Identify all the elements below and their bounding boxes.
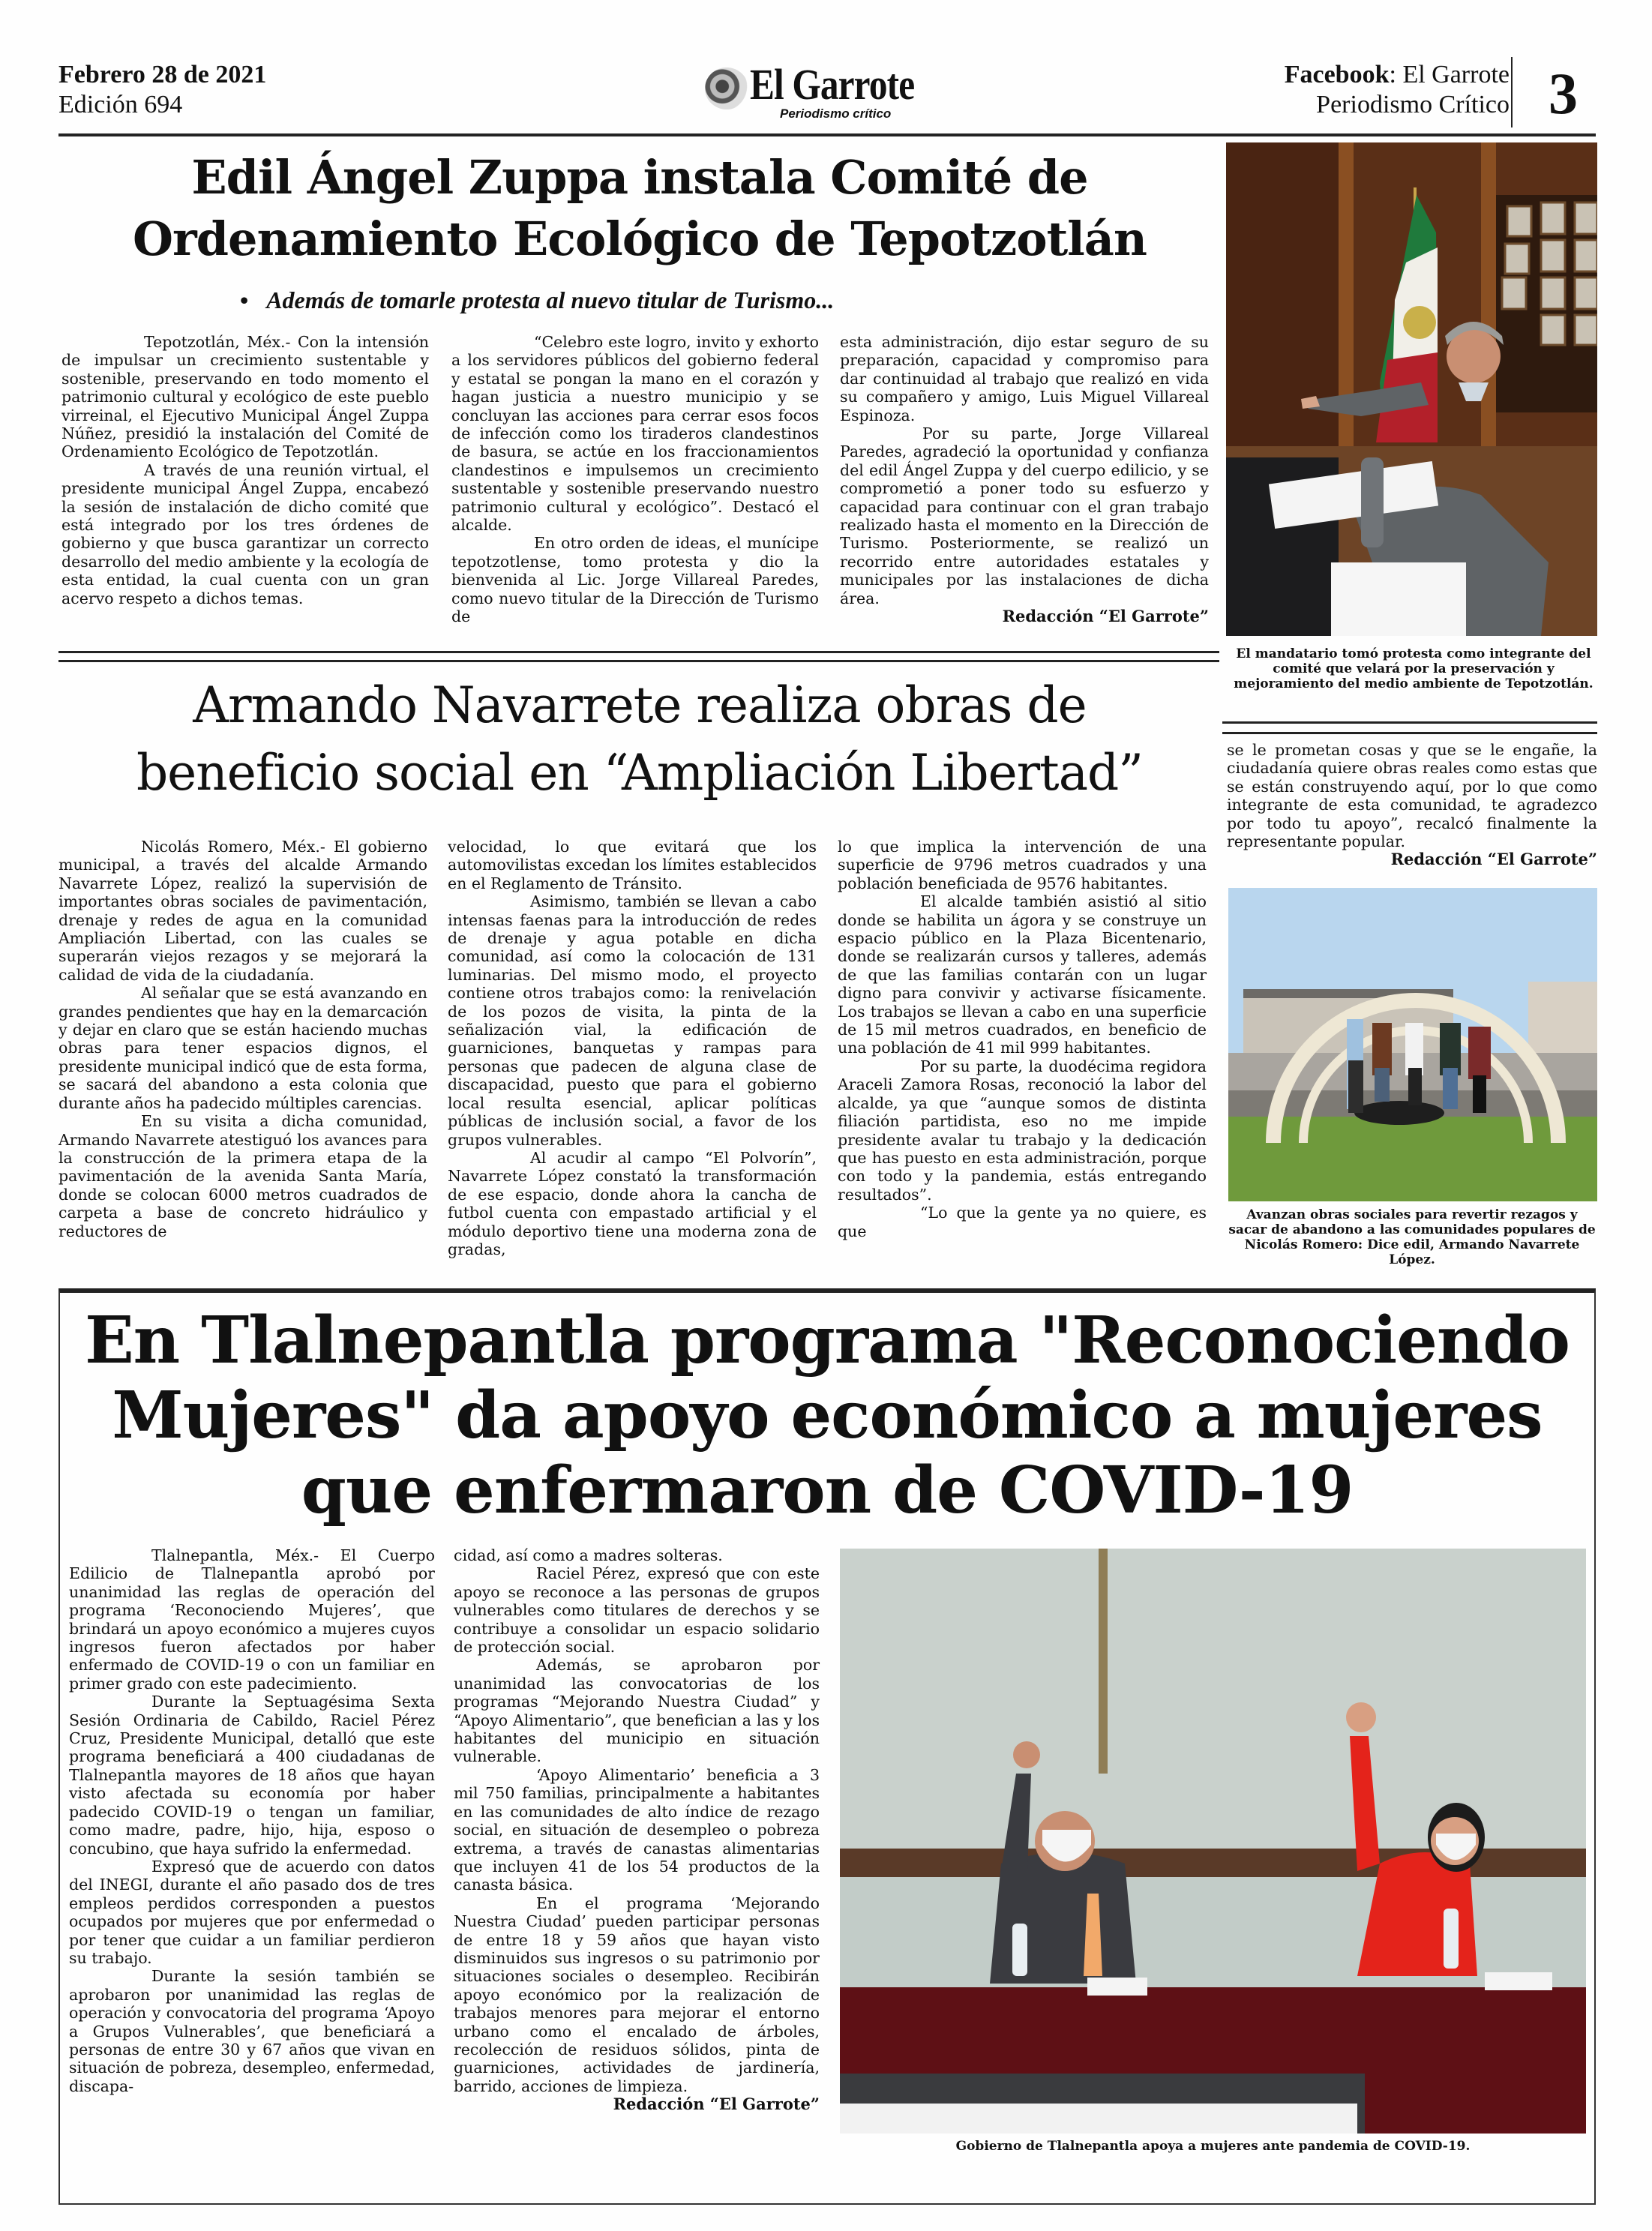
sidebar-rule-bottom: [1222, 732, 1597, 734]
article3-column-2: [454, 1546, 820, 2114]
paragraph: “Celebro este logro, invito y exhorto a los servidores públicos del gobierno federal y estatal se pongan la mano en el corazón y hagan justicia a nuestro municipio y se concluyan las acciones para cerrar esos focos de infección como los tiraderos clandestinos de basura, se actúe en los fraccionamientos clandestinos e impulsemos un crecimiento sustentable y sostenible preservando nuestro patrimonio cultural y ecológico”. Destacó el alcalde.: [451, 333, 819, 535]
section-rule-top: [58, 651, 1219, 653]
paragraph: Durante la sesión también se aprobaron por unanimidad las reglas de operación y convocatoria del programa ‘Apoyo a Grupos Vulnerables’, que beneficiará a personas de entre 30 y 67 años que vivan en situación de pobreza, desempleo, enfermedad, discapa-: [69, 1967, 435, 2095]
paragraph: ‘Apoyo Alimentario’ beneficia a 3 mil 750 familias, principalmente a habitantes en las comunidades de alto índice de rezago social, en situación de desempleo o pobreza extrema, a través de canastas alimentarias que incluyen 41 de los 54 productos de la canasta básica.: [454, 1765, 820, 1894]
facebook-label: Facebook: [1284, 61, 1390, 88]
article3-photo-caption: Gobierno de Tlalnepantla apoya a mujeres ante pandemia de COVID-19.: [955, 2139, 1471, 2154]
paragraph: En el programa ‘Mejorando Nuestra Ciudad’ pueden participar personas de entre 18 y 59 años que hayan visto disminuidos sus ingresos o su patrimonio por situaciones sociales o desempleo. Recibirán apoyo económico por la realización de trabajos menores para mejorar el entorno urbano como el encalado de árboles, recolección de residuos sólidos, pinta de guarniciones, actividades de jardinería, barrido, acciones de limpieza.: [454, 1894, 820, 2095]
facebook-value: : El Garrote: [1389, 61, 1510, 88]
paragraph: “Lo que la gente ya no quiere, es que: [838, 1204, 1207, 1240]
article2-title-line1: Armando Navarrete realiza obras de: [193, 676, 1087, 734]
article3-title: [60, 1303, 1594, 1528]
paragraph: Además, se aprobaron por unanimidad las convocatorias de los programas “Mejorando Nuestra Ciudad” y “Apoyo Alimentario”, que benefician a las y los habitantes del municipio en situación vulnerable.: [454, 1656, 820, 1766]
paragraph: Por su parte, la duodécima regidora Araceli Zamora Rosas, reconoció la labor del alcalde, ya que “aunque somos de distinta filiación partidista, eso no me impide presidente avalar tu trabajo y la dedicación que has puesto en esta administración, porque con todo y la pandemia, estás entregando resultados”.: [838, 1057, 1207, 1204]
article2-column-2: [448, 838, 817, 1258]
paragraph: Al señalar que se está avanzando en grandes pendientes que hay en la demarcación y dejar en claro que se están haciendo muchas obras para tener espacios dignos, el presidente municipal indicó que de esta forma, se sacará del abandono a esta colonia que durante años ha padecido múltiples carencias.: [58, 984, 427, 1112]
article1-column-2: [451, 333, 819, 626]
paragraph: Nicolás Romero, Méx.- El gobierno municipal, a través del alcalde Armando Navarrete López, realizó la supervisión de importantes obras sociales de pavimentación, drenaje y redes de agua en la comunidad Ampliación Libertad, con las cuales se superarán viejos rezagos y se mejorará la calidad de vida de la ciudadanía.: [58, 838, 427, 984]
masthead-left: [58, 60, 266, 120]
article2-title-line2: beneficio social en “Ampliación Libertad”: [136, 744, 1144, 802]
paragraph: Asimismo, también se llevan a cabo intensas faenas para la introducción de redes de drenaje y agua potable en dicha comunidad, así como la colocación de 131 luminarias. Del mismo modo, el proyecto contiene otros trabajos como: la renivelación de los pozos de visita, la pinta de la señalización vial, la edificación de guarniciones, banquetas y rampas para personas que padecen de alguna clase de discapacidad, puesto que para el gobierno local resulta esencial, aplicar políticas públicas de inclusión social, a favor de los grupos vulnerables.: [448, 892, 817, 1149]
article2-signature: Redacción “El Garrote”: [1390, 850, 1597, 869]
page-number: 3: [1549, 61, 1578, 126]
section-rule-bottom: [58, 660, 1219, 662]
paragraph: se le prometan cosas y que se le engañe, la ciudadanía quiere obras reales como estas que se están construyendo aquí, por lo que como integrante de esta comunidad, te agradezco por todo tu apoyo”, recalcó finalmente la representante popular.: [1227, 741, 1597, 851]
article1-subhead: [240, 286, 834, 314]
photo-park-arch: [1228, 888, 1597, 1201]
article3-title-line1: En Tlalnepantla programa "Reconociendo: [85, 1303, 1570, 1378]
slogan: Periodismo Crítico: [1316, 91, 1510, 118]
paragraph: Al acudir al campo “El Polvorín”, Navarrete López constató la transformación de ese espacio, donde ahora la cancha de futbol cuenta con empastado artificial y el módulo deportivo tiene una moderna zona de gradas,: [448, 1148, 817, 1258]
masthead-right: [1285, 60, 1510, 120]
logo-tagline: Periodismo crítico: [780, 106, 892, 121]
article1-title-line1: Edil Ángel Zuppa instala Comité de: [191, 150, 1088, 205]
newspaper-logo: [705, 61, 960, 121]
article2-column-4: [1227, 741, 1597, 869]
article3-title-line3: que enfermaron de COVID-19: [301, 1453, 1354, 1528]
paragraph: velocidad, lo que evitará que los automovilistas excedan los límites establecidos en el Reglamento de Tránsito.: [448, 838, 817, 892]
article1-subhead-text: Además de tomarle protesta al nuevo titular de Turismo...: [266, 286, 835, 313]
article1-title-line2: Ordenamiento Ecológico de Tepotzotlán: [132, 211, 1147, 266]
paragraph: Raciel Pérez, expresó que con este apoyo se reconoce a las personas de grupos vulnerables como titulares de derechos y se contribuye a consolidar un espacio solidario de protección social.: [454, 1564, 820, 1657]
paragraph: Tepotzotlán, Méx.- Con la intensión de impulsar un crecimiento sustentable y sostenible, preservando en todo momento el patrimonio cultural y ecológico de este pueblo virreinal, el Ejecutivo Municipal Ángel Zuppa Núñez, presidió la instalación del Comité de Ordenamiento Ecológico de Tepotzotlán.: [61, 333, 429, 461]
article1-signature: Redacción “El Garrote”: [1002, 607, 1209, 626]
article3-photo: [840, 1549, 1586, 2134]
sidebar-rule-top: [1222, 721, 1597, 724]
bullet-icon: •: [240, 286, 249, 313]
paragraph: A través de una reunión virtual, el presidente municipal Ángel Zuppa, encabezó la sesión de instalación de dicho comité que está integrado por los tres órdenes de gobierno y que busca garantizar un correcto desarrollo del medio ambiente y la ecología de esta entidad, la cual cuenta con un gran acervo respeto a dichos temas.: [61, 460, 429, 607]
paragraph: Por su parte, Jorge Villareal Paredes, agradeció la oportunidad y confianza del edil Ángel Zuppa y del cuerpo edilicio, y se comprometió a poner todo su esfuerzo y capacidad para continuar con el gran trabajo realizado hasta el momento en la Dirección de Turismo. Posteriormente, se realizó un recorrido entre autoridades estatales y municipales por las instalaciones de dicha área.: [840, 424, 1209, 607]
header-divider: [1511, 57, 1513, 127]
article2-title: [58, 672, 1221, 807]
paragraph: esta administración, dijo estar seguro de su preparación, capacidad y compromiso para dar continuidad al trabajo que realizó en vida su compañero y amigo, Luis Miguel Villareal Espinoza.: [840, 333, 1209, 424]
article3-column-1: [69, 1546, 435, 2095]
article3-signature: Redacción “El Garrote”: [613, 2095, 820, 2114]
article2-photo: [1228, 888, 1597, 1201]
article3-title-line2: Mujeres" da apoyo económico a mujeres: [112, 1378, 1543, 1453]
issue-date: Febrero 28 de 2021: [58, 61, 267, 88]
article2-column-3: [838, 838, 1207, 1240]
article1-photo: [1226, 142, 1597, 636]
paragraph: En otro orden de ideas, el munícipe tepotzotlense, tomo protesta y dio la bienvenida al Lic. Jorge Villareal Paredes, como nuevo titular de la Dirección de Turismo de: [451, 534, 819, 626]
paragraph: El alcalde también asistió al sitio donde se habilita un ágora y se construye un espacio público en la Plaza Bicentenario, donde se realizarán cursos y talleres, además de que las familias contarán con un lugar digno para convivir y activarse físicamente. Los trabajos se llevan a cabo en una superficie de 15 mil metros cuadrados, en beneficio de una población de 41 mil 999 habitantes.: [838, 892, 1207, 1057]
article1-photo-caption: El mandatario tomó protesta como integrante del comité que velará por la preservación y mejoramiento del medio ambiente de Tepotzotlán.: [1234, 646, 1594, 691]
article1-column-3: [840, 333, 1209, 626]
edition-number: Edición 694: [58, 91, 183, 118]
paragraph: Durante la Septuagésima Sexta Sesión Ordinaria de Cabildo, Raciel Pérez Cruz, Presidente Municipal, detalló que este programa beneficiará a 400 ciudadanas de Tlalnepantla mayores de 18 años que hayan visto afectada su economía por haber padecido COVID-19 o tengan un familiar, como madre, padre, hijo, hija, esposo o concubino, que haya sufrido la enfermedad.: [69, 1693, 435, 1858]
header-rule: [58, 133, 1596, 136]
photo-official-oath: [1226, 142, 1597, 636]
article1-title: [58, 147, 1221, 270]
paragraph: En su visita a dicha comunidad, Armando Navarrete atestiguó los avances para la construcción de la primera etapa de la pavimentación de la avenida Santa María, donde se colocan 6000 metros cuadrados de carpeta a base de concreto hidráulico y reductores de: [58, 1112, 427, 1240]
article1-column-1: [61, 333, 429, 607]
logo-emblem-icon: [705, 67, 748, 109]
paragraph: Expresó que de acuerdo con datos del INEGI, durante el año pasado dos de tres empleos perdidos corresponden a puestos ocupados por mujeres que por enfermedad o por tener que cuidar a un familiar perdieron su trabajo.: [69, 1857, 435, 1967]
photo-council-vote: [840, 1549, 1586, 2134]
logo-title: El Garrote: [750, 60, 915, 109]
paragraph: cidad, así como a madres solteras.: [454, 1546, 723, 1564]
article2-photo-caption: Avanzan obras sociales para revertir rezagos y sacar de abandono a las comunidades populares de Nicolás Romero: Dice edil, Armando Navarrete López.: [1228, 1207, 1596, 1267]
paragraph: lo que implica la intervención de una superficie de 9796 metros cuadrados y una población beneficiada de 9576 habitantes.: [838, 838, 1207, 892]
paragraph: Tlalnepantla, Méx.- El Cuerpo Edilicio de Tlalnepantla aprobó por unanimidad las reglas de operación del programa ‘Reconociendo Mujeres’, que brindará un apoyo económico a mujeres cuyos ingresos fueron afectados por haber enfermado de COVID-19 o con un familiar en primer grado con este padecimiento.: [69, 1546, 435, 1693]
article2-column-1: [58, 838, 427, 1240]
